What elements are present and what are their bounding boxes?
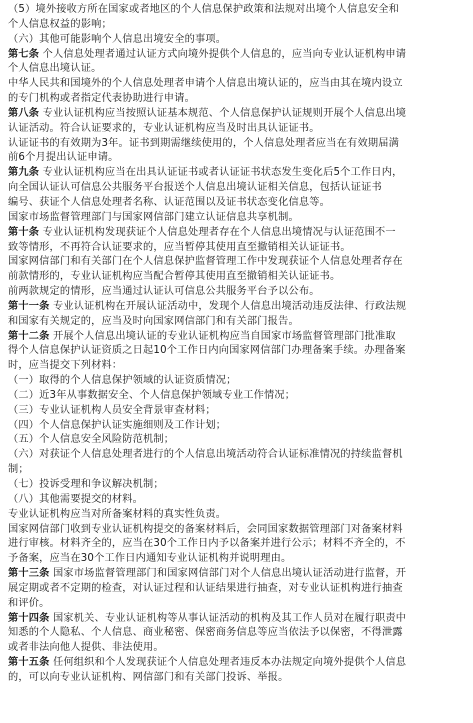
line-text: 得个人信息保护认证资质之日起10个工作日内向国家网信部门办理备案手续。办理备案 [8,345,406,357]
line-text: 或者非法向他人提供、非法使用。 [8,642,164,654]
text-line [8,567,465,582]
line-text: 国家机关、专业认证机构等从事认证活动的机构及其工作人员对在履行职责中 [49,612,407,624]
line-text: 前款情形的，专业认证机构应当配合暂停其使用直至撤销相关认证证书。 [8,271,341,283]
text-line [8,77,465,92]
line-text: 予备案，应当在30个工作日内通知专业认证机构并说明理由。 [8,553,292,565]
line-text: 开展个人信息出境认证的专业认证机构应当自国家市场监督管理部门批准取 [49,330,396,342]
line-text: 的，可以向专业认证机构、网信部门和有关部门投诉、举报。 [8,671,289,683]
text-line [8,151,465,166]
line-text: 国家市场监督管理部门和国家网信部门对个人信息出境认证活动进行监督，开 [49,568,407,580]
text-line [8,626,465,641]
text-line [8,18,465,33]
text-line [8,300,465,315]
line-text: （5）境外接收方所在国家或者地区的个人信息保护政策和法规对出境个人信息安全和 [8,4,400,15]
line-text: 和国家有关规定的，应当及时向国家网信部门和有关部门报告。 [8,315,299,327]
text-line [8,107,465,122]
line-text: 个人信息出境认证。 [8,63,102,75]
text-line [8,137,465,152]
line-text: 前两款规定的情形，应当通过认证认可信息公共服务平台予以公布。 [8,286,320,298]
line-text: （五）个人信息安全风险防范机制； [8,434,175,446]
line-text: （六）对获证个人信息处理者进行的个人信息出境活动符合认证标准情况的持续监督机 [8,449,403,461]
line-text: 个人信息权益的影响； [8,18,112,30]
text-line [8,597,465,612]
text-line [8,612,465,627]
text-line [8,463,465,478]
text-line [8,582,465,597]
line-text: 认证证书的有效期为3年。证书到期需继续使用的，个人信息处理者应当在有效期届满 [8,137,400,149]
text-line [8,285,465,300]
article-number: 第九条 [8,167,40,179]
text-line [8,62,465,77]
line-text: 向全国认证认可信息公共服务平台报送个人信息出境认证相关信息，包括认证证书 [8,182,382,194]
line-text: 专业认证机构应当按照认证基本规范、个人信息保护认证规则开展个人信息出境 [39,107,407,119]
line-text: （二）近3年从事数据安全、个人信息保护领域专业工作情况； [8,389,296,401]
line-text: 时，应当提交下列材料： [8,360,123,372]
line-text: 展定期或者不定期的检查，对认证过程和认证结果进行抽查，对专业认证机构进行抽查 [8,582,403,594]
text-line [8,508,465,523]
text-line [8,211,465,226]
line-text: 国家网信部门和有关部门在个人信息保护监督管理工作中发现获证个人信息处理者存在 [8,256,403,268]
article-number: 第七条 [8,48,40,60]
article-number: 第十二条 [8,330,50,342]
text-line [8,537,465,552]
line-text: 和评价。 [8,597,50,609]
line-text: 专业认证机构应当对所备案材料的真实性负责。 [8,508,227,520]
text-line [8,255,465,270]
text-line [8,656,465,671]
line-text: 前6个月提出认证申请。 [8,152,119,164]
line-text: 任何组织和个人发现获证个人信息处理者违反本办法规定向境外提供个人信息 [49,657,407,669]
text-line [8,196,465,211]
line-text: 国家网信部门收到专业认证机构提交的备案材料后，会同国家数据管理部门对备案材料 [8,523,403,535]
line-text: 国家市场监督管理部门与国家网信部门建立认证信息共享机制。 [8,211,299,223]
text-line [8,433,465,448]
text-line [8,122,465,137]
line-text: 进行审核。材料齐全的，应当在30个工作日内予以备案并进行公示；材料不齐全的，不 [8,538,406,550]
text-line [8,3,465,18]
line-text: 知悉的个人隐私、个人信息、商业秘密、保密商务信息等应当依法予以保密，不得泄露 [8,627,403,639]
text-line [8,359,465,374]
text-line [8,92,465,107]
line-text: （四）个人信息保护认证实施细则及工作计划； [8,419,227,431]
line-text: （三）专业认证机构人员安全背景审查材料； [8,404,216,416]
line-text: （六）其他可能影响个人信息出境安全的事项。 [8,33,227,45]
line-text: 认证活动。符合认证要求的，专业认证机构应当及时出具认证证书。 [8,122,320,134]
line-text: （七）投诉受理和争议解决机制； [8,479,164,490]
line-text: 个人信息处理者通过认证方式向境外提供个人信息的，应当向专业认证机构申请 [39,48,407,60]
text-line [8,419,465,434]
text-line [8,181,465,196]
text-line [8,404,465,419]
line-text: 制； [8,464,29,476]
text-line [8,33,465,48]
article-number: 第十一条 [8,300,50,312]
line-text: 中华人民共和国境外的个人信息处理者申请个人信息出境认证的，应当由其在境内设立 [8,78,403,90]
line-text: 编号、获证个人信息处理者名称、认证范围以及证书状态变化信息等。 [8,196,331,208]
text-line [8,270,465,285]
text-line [8,241,465,256]
line-text: 专业认证机构在开展认证活动中，发现个人信息出境活动违反法律、行政法规 [49,300,407,312]
text-line [8,374,465,389]
article-number: 第十五条 [8,657,50,669]
text-line [8,226,465,241]
line-text: （一）取得的个人信息保护领域的认证资质情况； [8,375,237,387]
line-text: 的专门机构或者指定代表协助进行申请。 [8,93,195,105]
line-text: （八）其他需要提交的材料。 [8,493,144,505]
article-number: 第八条 [8,107,40,119]
text-line [8,478,465,493]
article-number: 第十四条 [8,612,50,624]
text-line [8,671,465,686]
text-line [8,315,465,330]
text-line [8,344,465,359]
text-line [8,48,465,63]
text-line [8,448,465,463]
article-number: 第十三条 [8,568,50,580]
line-text: 致等情形，不再符合认证要求的，应当暂停其使用直至撤销相关认证证书。 [8,241,351,253]
text-line [8,641,465,656]
text-line [8,166,465,181]
text-line [8,523,465,538]
text-line [8,330,465,345]
text-line [8,552,465,567]
text-line [8,389,465,404]
article-number: 第十条 [8,226,40,238]
line-text: 专业认证机构发现获证个人信息处理者存在个人信息出境情况与认证范围不一 [39,226,396,238]
text-line [8,493,465,508]
line-text: 专业认证机构应当在出具认证证书或者认证证书状态发生变化后5个工作日内， [39,167,403,179]
